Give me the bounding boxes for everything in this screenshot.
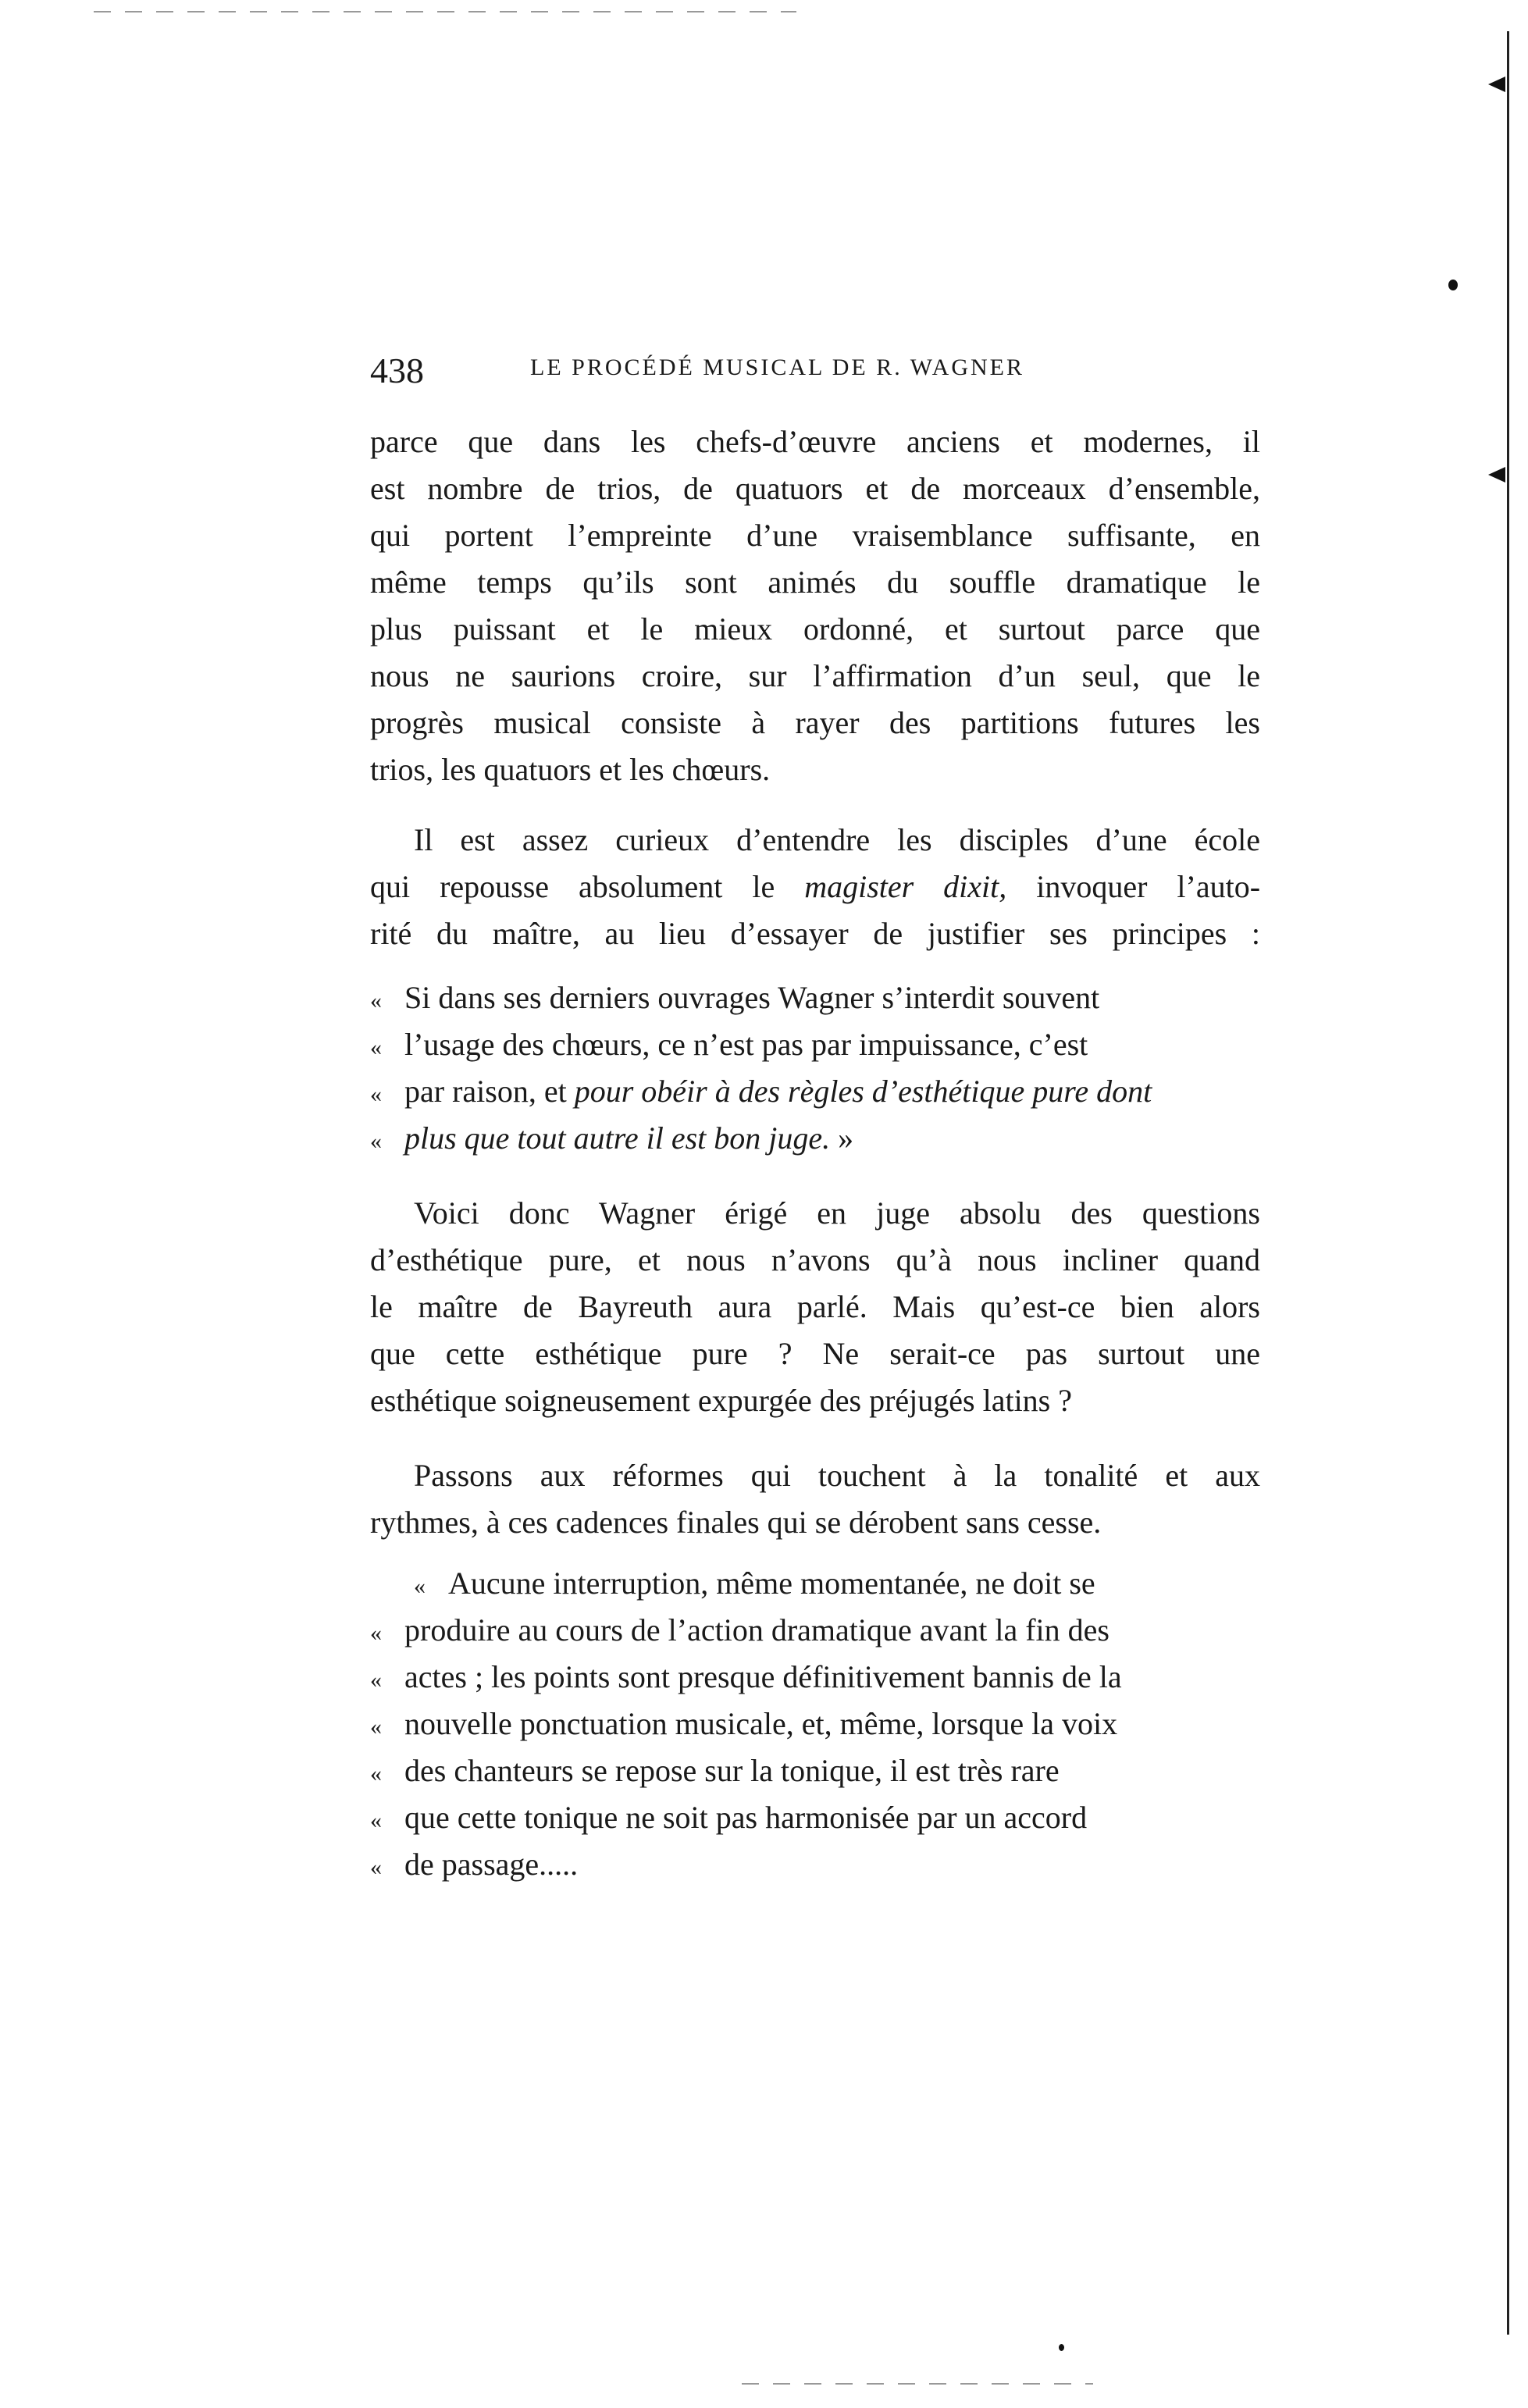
guillemet: « (370, 1620, 382, 1646)
guillemet: « (370, 1035, 382, 1060)
guillemet: « (370, 1128, 382, 1154)
closing-guillemet: » (830, 1120, 854, 1156)
latin-phrase: magister dixit, (804, 869, 1007, 904)
text-line: nous ne saurions croire, sur l’affirmation d’un seul, que le (370, 658, 1260, 693)
quote-line (370, 1560, 1260, 1607)
scan-right-border (1507, 31, 1509, 2335)
quote-text: Aucune interruption, même momentanée, ne doit se (448, 1566, 1095, 1601)
quote-line (370, 1115, 1260, 1162)
scan-speck (1448, 280, 1458, 290)
guillemet: « (370, 1714, 382, 1740)
text-line: même temps qu’ils sont animés du souffle dramatique le (370, 565, 1260, 600)
quote-italic: plus que tout autre il est bon juge. (404, 1120, 831, 1156)
text-line: Il est assez curieux d’entendre les disciples d’une école (414, 822, 1260, 857)
text-line: rité du maître, au lieu d’essayer de justifier ses principes : (370, 916, 1260, 951)
guillemet: « (370, 1854, 382, 1880)
scan-speck (1059, 2344, 1064, 2351)
quote-line (370, 1021, 1260, 1068)
text-line: d’esthétique pure, et nous n’avons qu’à nous incliner quand (370, 1242, 1260, 1277)
quote-text: des chanteurs se repose sur la tonique, il est très rare (404, 1753, 1060, 1788)
text-run: qui repousse absolument le (370, 869, 805, 904)
quotation-choruses (370, 974, 1260, 1162)
text-line: qui portent l’empreinte d’une vraisemblance suffisante, en (370, 518, 1260, 553)
quote-text: Si dans ses derniers ouvrages Wagner s’interdit souvent (404, 980, 1100, 1015)
guillemet: « (370, 1761, 382, 1786)
text-line: que cette esthétique pure ? Ne serait-ce pas surtout une (370, 1336, 1260, 1371)
quote-line (370, 1068, 1260, 1115)
quote-text: l’usage des chœurs, ce n’est pas par impuissance, c’est (404, 1027, 1088, 1062)
quote-text: actes ; les points sont presque définitivement bannis de la (404, 1659, 1122, 1694)
text-line: trios, les quatuors et les chœurs. (370, 752, 771, 787)
quote-line (370, 974, 1260, 1021)
guillemet: « (414, 1573, 426, 1599)
text-line: esthétique soigneusement expurgée des préjugés latins ? (370, 1383, 1073, 1418)
guillemet: « (370, 1667, 382, 1693)
text-line: plus puissant et le mieux ordonné, et surtout parce que (370, 611, 1260, 647)
quote-line (370, 1607, 1260, 1654)
paragraph-reforms (370, 1452, 1260, 1546)
scan-bottom-edge (742, 2383, 1093, 2385)
text-line: progrès musical consiste à rayer des partitions futures les (370, 705, 1260, 740)
guillemet: « (370, 1808, 382, 1833)
quote-text: de passage..... (404, 1847, 579, 1882)
text-run: invoquer l’auto- (1006, 869, 1261, 904)
scan-edge-mark (1488, 77, 1505, 92)
quote-text: produire au cours de l’action dramatique avant la fin des (404, 1612, 1109, 1647)
quote-text: nouvelle ponctuation musicale, et, même, lorsque la voix (404, 1706, 1118, 1741)
paragraph-disciples (370, 817, 1260, 957)
text-line: rythmes, à ces cadences finales qui se dérobent sans cesse. (370, 1505, 1102, 1540)
quote-line (370, 1654, 1260, 1701)
page-header (370, 350, 1229, 397)
quote-line (370, 1841, 1260, 1888)
quote-text: par raison, et (404, 1074, 575, 1109)
guillemet: « (370, 1081, 382, 1107)
text-line (370, 864, 1260, 910)
text-line: parce que dans les chefs-d’œuvre anciens et modernes, il (370, 424, 1260, 459)
quote-line (370, 1794, 1260, 1841)
text-line: est nombre de trios, de quatuors et de morceaux d’ensemble, (370, 471, 1260, 506)
quotation-punctuation (370, 1560, 1260, 1888)
paragraph-wagner-judge (370, 1190, 1260, 1424)
quote-italic: pour obéir à des règles d’esthétique pure dont (574, 1074, 1152, 1109)
text-line: Voici donc Wagner érigé en juge absolu des questions (414, 1195, 1260, 1231)
quote-line (370, 1747, 1260, 1794)
running-title: LE PROCÉDÉ MUSICAL DE R. WAGNER (530, 354, 1025, 380)
scan-top-edge (94, 11, 796, 12)
guillemet: « (370, 988, 382, 1013)
quote-line (370, 1701, 1260, 1747)
text-line: Passons aux réformes qui touchent à la tonalité et aux (414, 1458, 1260, 1493)
scan-edge-mark (1488, 467, 1505, 483)
quote-text: que cette tonique ne soit pas harmonisée par un accord (404, 1800, 1088, 1835)
page-number: 438 (370, 351, 424, 390)
paragraph-continuation (370, 419, 1260, 793)
text-line: le maître de Bayreuth aura parlé. Mais qu’est-ce bien alors (370, 1289, 1260, 1324)
